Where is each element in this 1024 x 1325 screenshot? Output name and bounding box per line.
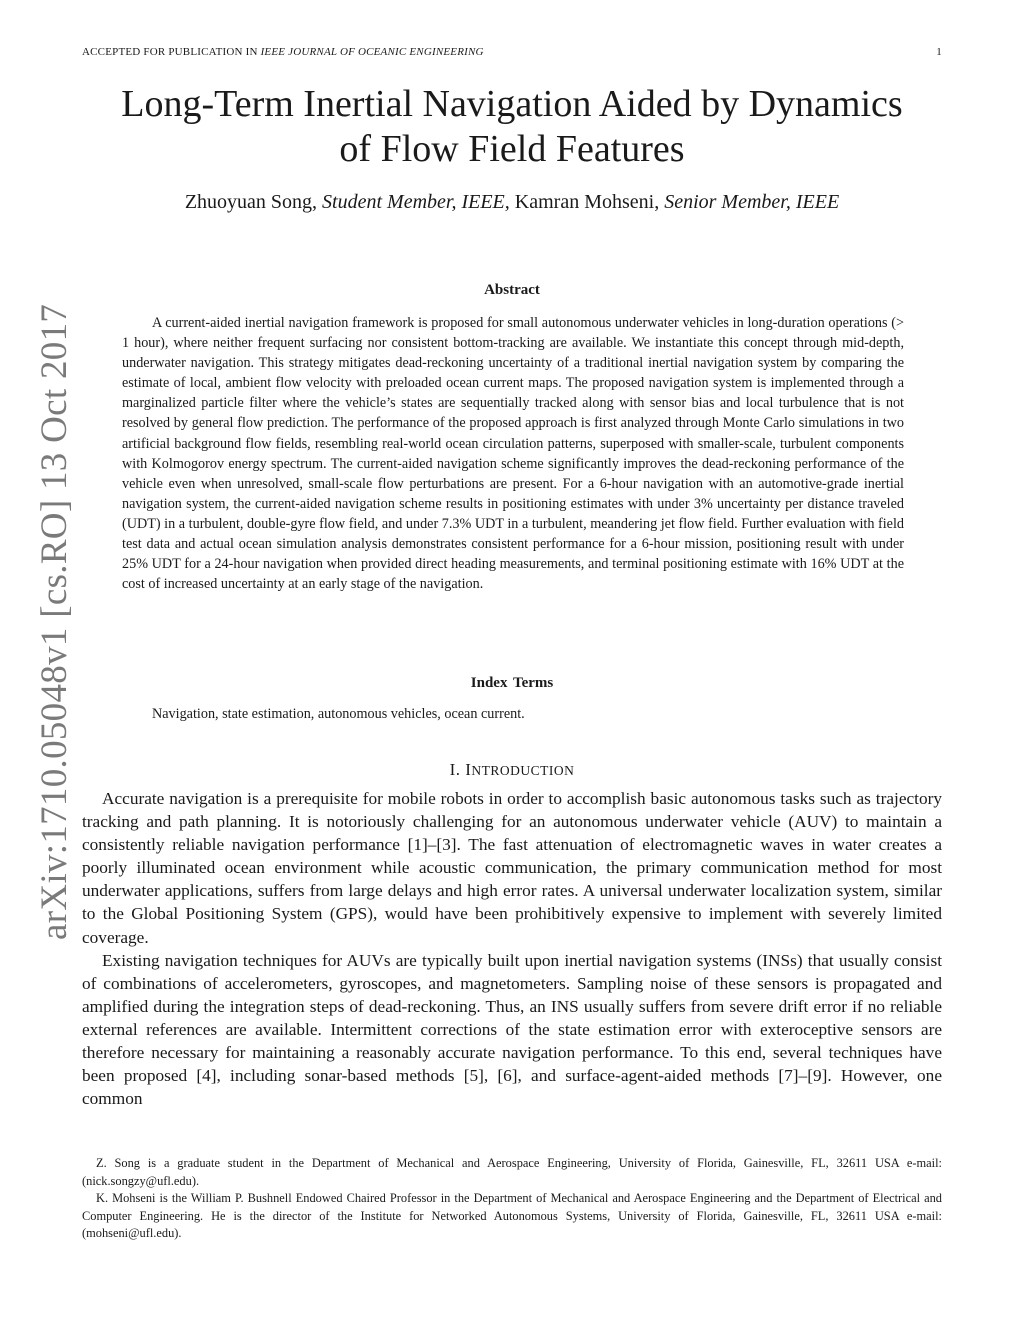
- abstract-heading: Abstract: [484, 282, 540, 298]
- author-2-role: Senior Member, IEEE: [664, 191, 840, 213]
- title-line-1: Long-Term Inertial Navigation Aided by Dynamics: [121, 83, 903, 125]
- footnotes: [82, 1155, 942, 1243]
- section-heading-introduction: [82, 760, 942, 780]
- paper-title: [60, 82, 964, 172]
- running-header: [82, 46, 942, 58]
- abstract-text: A current-aided inertial navigation framework is proposed for small autonomous underwater vehicles in long-duration operations (> 1 hour), where neither frequent surfacing nor consistent bottom-tracking are available. We instantiate this concept through mid-depth, underwater navigation. This strategy mitigates dead-reckoning uncertainty of a traditional inertial navigation system by comparing the estimate of local, ambient flow velocity with preloaded ocean current maps. The proposed navigation system is implemented through a marginalized particle filter where the vehicle’s states are sequentially tracked along with sensor bias and local turbulence that is not resolved by general flow prediction. The performance of the proposed approach is first analyzed through Monte Carlo simulations in two artificial background flow fields, resembling real-world ocean circulation patterns, superposed with smaller-scale, turbulent components with Kolmogorov energy spectrum. The current-aided navigation scheme significantly improves the dead-reckoning performance of the vehicle even when unresolved, small-scale flow perturbations are present. For a 6-hour navigation with an automotive-grade inertial navigation system, the current-aided navigation scheme results in positioning estimates with under 3% uncertainty per distance traveled (UDT) in a turbulent, double-gyre flow field, and under 7.3% UDT in a turbulent, meandering jet flow field. Further evaluation with field test data and actual ocean simulation analysis demonstrates consistent performance for a 6-hour mission, positioning result with under 25% UDT for a 24-hour navigation when provided direct heading measurements, and terminal positioning estimate with 16% UDT at the cost of increased uncertainty at an early stage of the navigation.: [122, 315, 904, 593]
- title-line-2: of Flow Field Features: [339, 128, 685, 170]
- author-1-role: Student Member, IEEE,: [322, 191, 510, 213]
- index-terms-heading: Index Terms: [470, 675, 554, 691]
- footnote-1: Z. Song is a graduate student in the Department of Mechanical and Aerospace Engineering, University of Florida, Gainesville, FL, 32611 USA e-mail: (nick.songzy@ufl.edu).: [82, 1156, 942, 1188]
- running-header-prefix: ACCEPTED FOR PUBLICATION IN: [82, 46, 261, 58]
- author-1-name: Zhuoyuan Song,: [184, 191, 323, 213]
- arxiv-identifier: arXiv:1710.05048v1 [cs.RO] 13 Oct 2017: [34, 303, 75, 940]
- section-title-rest: NTRODUCTION: [471, 763, 575, 778]
- index-terms-text: Navigation, state estimation, autonomous vehicles, ocean current.: [152, 706, 525, 722]
- author-2-name: Kamran Mohseni,: [509, 191, 665, 213]
- footnote-2: K. Mohseni is the William P. Bushnell Endowed Chaired Professor in the Department of Mechanical and Aerospace Engineering and the Department of Electrical and Computer Engineering. He is the director of the Institute for Networked Autonomous Systems, University of Florida, Gainesville, FL, 32611 USA e-mail: (mohseni@ufl.edu).: [82, 1191, 942, 1240]
- paragraph-1: Accurate navigation is a prerequisite for mobile robots in order to accomplish basic autonomous tasks such as trajectory tracking and path planning. It is notoriously challenging for an autonomous underwater vehicle (AUV) to maintain a consistently reliable navigation performance [1]–[3]. The fast attenuation of electromagnetic waves in water creates a poorly illuminated ocean environment while acoustic communication, the primary communication method for most underwater applications, suffers from large delays and high error rates. A universal underwater localization system, similar to the Global Positioning System (GPS), would have been prohibitively expensive to implement with severely limited coverage.: [82, 789, 942, 947]
- introduction-body: [82, 787, 942, 1110]
- section-number: I.: [449, 760, 466, 779]
- page-number: 1: [936, 46, 942, 58]
- author-line: [60, 191, 964, 214]
- journal-name: IEEE JOURNAL OF OCEANIC ENGINEERING: [260, 46, 484, 58]
- paragraph-2: Existing navigation techniques for AUVs are typically built upon inertial navigation systems (INSs) that usually consist of combinations of accelerometers, gyroscopes, and magnetometers. Sampling noise of these sensors is propagated and amplified during the integration steps of dead-reckoning. Thus, an INS usually suffers from severe drift error if no reliable external references are available. Intermittent corrections of the state estimation error with exteroceptive sensors are therefore necessary for maintaining a reasonably accurate navigation performance. To this end, several techniques have been proposed [4], including sonar-based methods [5], [6], and surface-agent-aided methods [7]–[9]. However, one common: [82, 950, 942, 1109]
- section-title-initial: I: [465, 760, 472, 779]
